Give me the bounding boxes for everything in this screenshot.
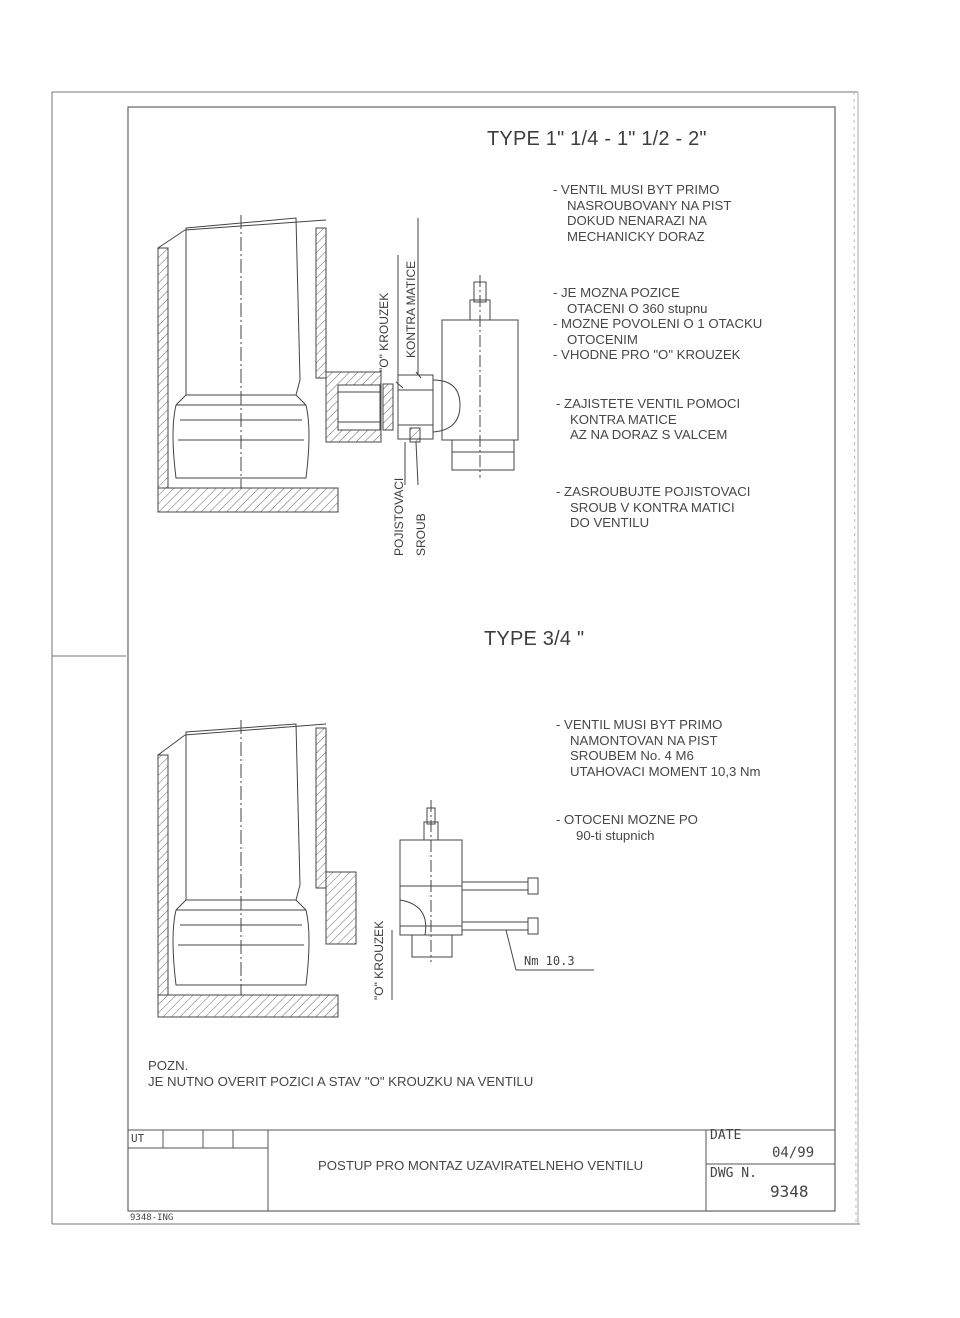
note-line: - JE MOZNA POZICE xyxy=(553,285,680,300)
inner-frame xyxy=(128,107,835,1211)
file-reference: 9348-ING xyxy=(130,1213,174,1223)
note-line: OTOCENIM xyxy=(567,331,638,347)
label-pojistovaci: POJISTOVACI xyxy=(392,477,406,556)
note-line: 90-ti stupnich xyxy=(576,827,655,843)
note-line: - VENTIL MUSI BYT PRIMO xyxy=(556,717,723,732)
label-o-krouzek-2: "O" KROUZEK xyxy=(372,920,386,1000)
note-small-1 xyxy=(556,717,761,779)
outer-frame xyxy=(52,92,860,1224)
note-line: SROUBEM No. 4 M6 xyxy=(570,748,694,764)
type-large-heading: TYPE 1" 1/4 - 1" 1/2 - 2" xyxy=(487,128,707,150)
piston-assembly-large xyxy=(158,215,518,512)
label-kontra-matice: KONTRA MATICE xyxy=(404,260,418,358)
title-block-title: POSTUP PRO MONTAZ UZAVIRATELNEHO VENTILU xyxy=(318,1158,644,1173)
title-block-date-value: 04/99 xyxy=(772,1145,815,1161)
note-line: - ZASROUBUJTE POJISTOVACI xyxy=(556,484,751,499)
note-line: UTAHOVACI MOMENT 10,3 Nm xyxy=(570,763,761,779)
note-line: DOKUD NENARAZI NA xyxy=(567,213,707,229)
note-line: NASROUBOVANY NA PIST xyxy=(567,197,732,213)
note-large-3 xyxy=(556,396,740,443)
note-line: AZ NA DORAZ S VALCEM xyxy=(570,427,728,443)
note-line: KONTRA MATICE xyxy=(570,411,677,427)
title-block-dwg-label: DWG N. xyxy=(710,1166,757,1181)
label-torque: Nm 10.3 xyxy=(524,954,575,968)
note-line: MECHANICKY DORAZ xyxy=(567,228,705,244)
note-line: - OTOCENI MOZNE PO xyxy=(556,812,698,827)
note-large-4 xyxy=(556,484,750,531)
note-small-2 xyxy=(556,812,698,843)
title-block-ut: UT xyxy=(131,1132,145,1145)
title-block-dwg-value: 9348 xyxy=(770,1182,809,1201)
label-sroub: SROUB xyxy=(414,513,428,556)
note-line: NAMONTOVAN NA PIST xyxy=(570,732,718,748)
note-line: DO VENTILU xyxy=(570,515,650,531)
note-line: - VENTIL MUSI BYT PRIMO xyxy=(553,182,720,197)
label-o-krouzek: "O" KROUZEK xyxy=(377,292,391,372)
note-line: - ZAJISTETE VENTIL POMOCI xyxy=(556,396,741,411)
type-small-heading: TYPE 3/4 " xyxy=(484,628,585,650)
title-block-date-label: DATE xyxy=(710,1128,742,1143)
note-large-1 xyxy=(553,182,731,244)
note-large-2 xyxy=(553,285,762,363)
note-line: - MOZNE POVOLENI O 1 OTACKU xyxy=(553,316,763,332)
pozn-title: POZN. xyxy=(148,1058,189,1073)
note-line: OTACENI O 360 stupnu xyxy=(567,300,708,316)
note-line: - VHODNE PRO "O" KROUZEK xyxy=(553,347,741,363)
note-line: SROUB V KONTRA MATICI xyxy=(570,499,735,515)
pozn-text: JE NUTNO OVERIT POZICI A STAV "O" KROUZKU NA VENTILU xyxy=(148,1074,534,1089)
